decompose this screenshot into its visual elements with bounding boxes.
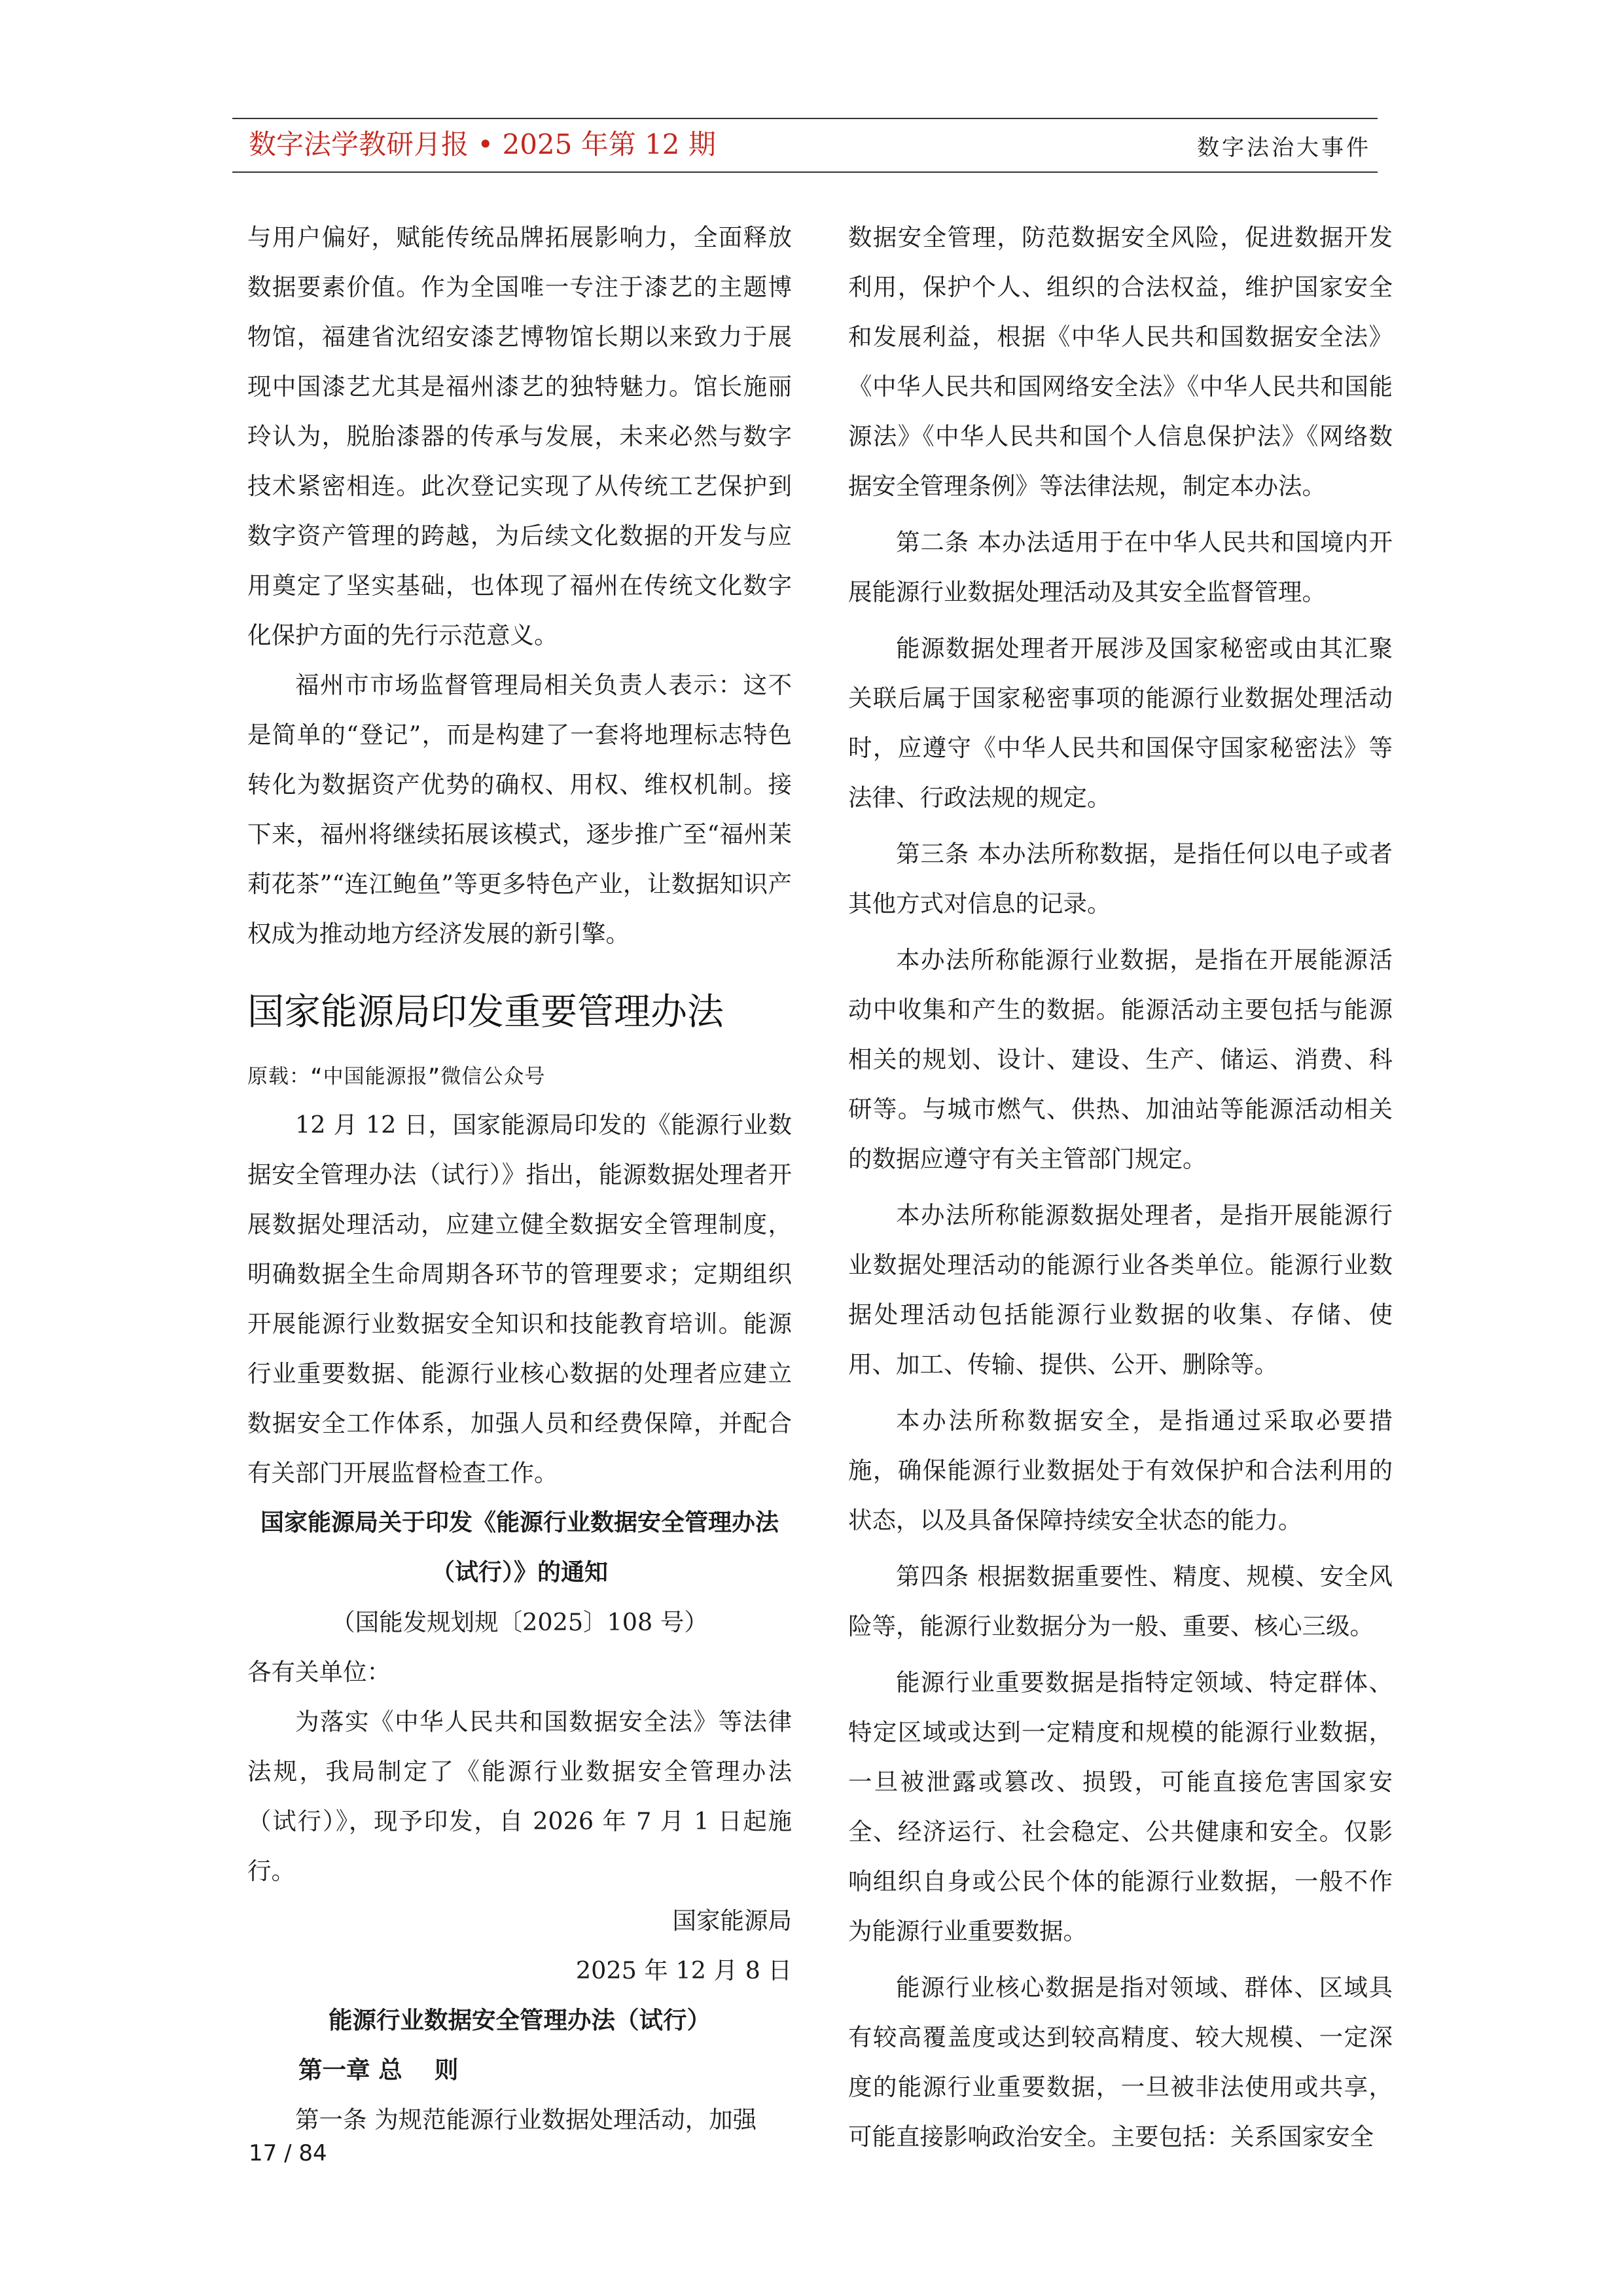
paragraph: 第一条 为规范能源行业数据处理活动，加强 [295, 2106, 757, 2134]
journal-title: 数字法学教研月报 • 2025 年第 12 期 [249, 128, 716, 160]
document-number: （国能发规划规〔2025〕108 号） [331, 1608, 708, 1636]
paragraph: 本办法所称数据安全，是指通过采取必要措施，确保能源行业数据处于有效保护和合法利用的状态，以及具备保障持续安全状态的能力。 [848, 1407, 1393, 1534]
chapter-heading: 第一章 总 则 [298, 2056, 459, 2084]
measures-title: 能源行业数据安全管理办法（试行） [329, 2006, 711, 2034]
header-rule-top [232, 118, 1378, 119]
paragraph: 本办法所称能源行业数据，是指在开展能源活动中收集和产生的数据。能源活动主要包括与能源相关的规划、设计、建设、生产、储运、消费、科研等。与城市燃气、供热、加油站等能源活动相关的数据应遵守有关主管部门规定。 [848, 946, 1393, 1173]
notice-title-line-2: （试行）》的通知 [431, 1559, 608, 1586]
left-column [247, 213, 792, 2145]
paragraph: 第二条 本办法适用于在中华人民共和国境内开展能源行业数据处理活动及其安全监督管理。 [848, 528, 1393, 606]
paragraph: 第四条 根据数据重要性、精度、规模、安全风险等，能源行业数据分为一般、重要、核心三级。 [848, 1562, 1393, 1640]
signature: 国家能源局 [672, 1907, 792, 1935]
article-source: 原载：“中国能源报”微信公众号 [247, 1065, 546, 1088]
paragraph: 本办法所称能源数据处理者，是指开展能源行业数据处理活动的能源行业各类单位。能源行业数据处理活动包括能源行业数据的收集、存储、使用、加工、传输、提供、公开、删除等。 [848, 1201, 1393, 1378]
paragraph: 12 月 12 日，国家能源局印发的《能源行业数据安全管理办法（试行）》指出，能源数据处理者开展数据处理活动，应建立健全数据安全管理制度，明确数据全生命周期各环节的管理要求；定期组织开展能源行业数据安全知识和技能教育培训。能源行业重要数据、能源行业核心数据的处理者应建立数据安全工作体系，加强人员和经费保障，并配合有关部门开展监督检查工作。 [247, 1111, 792, 1487]
article-title: 国家能源局印发重要管理办法 [247, 991, 724, 1033]
paragraph: 能源数据处理者开展涉及国家秘密或由其汇聚关联后属于国家秘密事项的能源行业数据处理活动时，应遵守《中华人民共和国保守国家秘密法》等法律、行政法规的规定。 [848, 634, 1393, 812]
paragraph: 能源行业重要数据是指特定领域、特定群体、特定区域或达到一定精度和规模的能源行业数据，一旦被泄露或篡改、损毁，可能直接危害国家安全、经济运行、社会稳定、公共健康和安全。仅影响组织自身或公民个体的能源行业数据，一般不作为能源行业重要数据。 [848, 1668, 1393, 1945]
recipients: 各有关单位： [247, 1658, 391, 1686]
header-rule-bottom [232, 171, 1378, 173]
page-number: 17 / 84 [249, 2140, 327, 2166]
paragraph: 数据安全管理，防范数据安全风险，促进数据开发利用，保护个人、组织的合法权益，维护国家安全和发展利益，根据《中华人民共和国数据安全法》《中华人民共和国网络安全法》《中华人民共和国能源法》《中华人民共和国个人信息保护法》《网络数据安全管理条例》等法律法规，制定本办法。 [848, 223, 1393, 500]
paragraph: 第三条 本办法所称数据，是指任何以电子或者其他方式对信息的记录。 [848, 840, 1393, 918]
issue-date: 2025 年 12 月 8 日 [575, 1956, 792, 1984]
notice-title-line-1: 国家能源局关于印发《能源行业数据安全管理办法 [260, 1509, 779, 1536]
paragraph: 为落实《中华人民共和国数据安全法》等法律法规，我局制定了《能源行业数据安全管理办法（试行）》，现予印发，自 2026 年 7 月 1 日起施行。 [247, 1708, 792, 1885]
section-title: 数字法治大事件 [1197, 135, 1371, 161]
paragraph: 与用户偏好，赋能传统品牌拓展影响力，全面释放数据要素价值。作为全国唯一专注于漆艺的主题博物馆，福建省沈绍安漆艺博物馆长期以来致力于展现中国漆艺尤其是福州漆艺的独特魅力。馆长施丽玲认为，脱胎漆器的传承与发展，未来必然与数字技术紧密相连。此次登记实现了从传统工艺保护到数字资产管理的跨越，为后续文化数据的开发与应用奠定了坚实基础，也体现了福州在传统文化数字化保护方面的先行示范意义。 [247, 223, 792, 649]
paragraph: 能源行业核心数据是指对领域、群体、区域具有较高覆盖度或达到较高精度、较大规模、一定深度的能源行业重要数据，一旦被非法使用或共享，可能直接影响政治安全。主要包括：关系国家安全 [848, 1973, 1393, 2151]
right-column [848, 213, 1393, 2162]
paragraph: 福州市市场监督管理局相关负责人表示：这不是简单的“登记”，而是构建了一套将地理标志特色转化为数据资产优势的确权、用权、维权机制。接下来，福州将继续拓展该模式，逐步推广至“福州茉莉花茶”“连江鲍鱼”等更多特色产业，让数据知识产权成为推动地方经济发展的新引擎。 [247, 671, 792, 948]
